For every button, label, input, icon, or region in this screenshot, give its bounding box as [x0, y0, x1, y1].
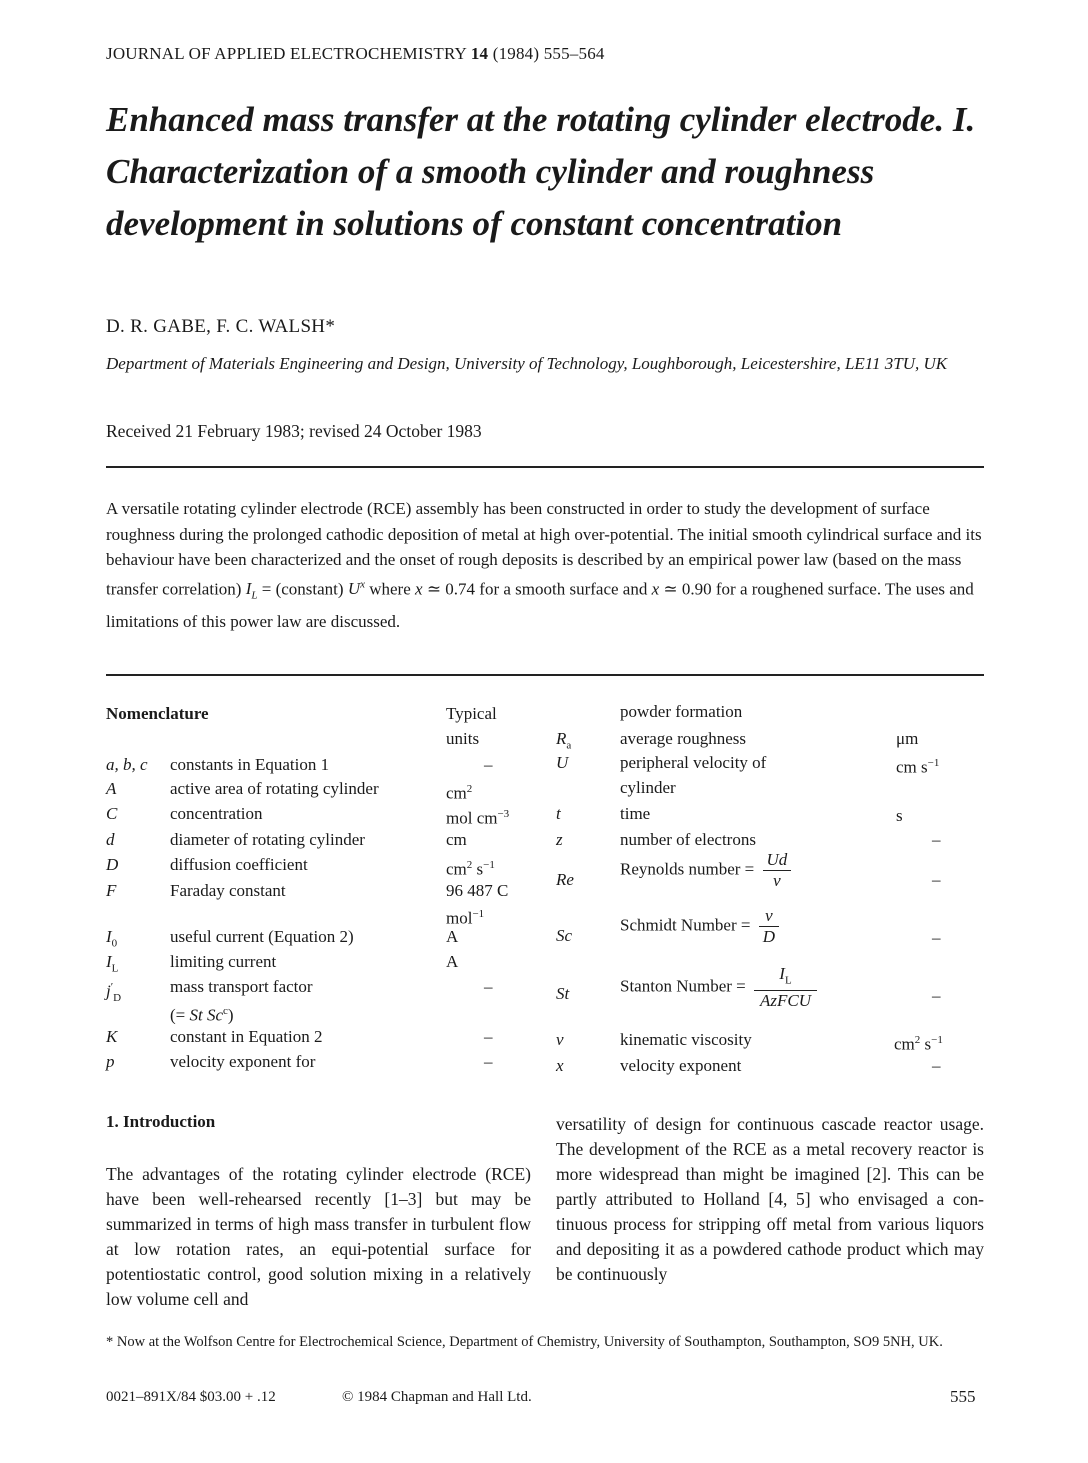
nom-unit: mol$^{-1}$: [446, 908, 485, 928]
nom-description: number of electrons: [620, 830, 756, 849]
nom-unit: mol $cm^{-3}$: [446, 808, 510, 828]
abstract-x-symbol: x: [415, 579, 423, 599]
abstract: [106, 496, 984, 635]
nom-unit: $cm^2$ $s^{-1}$: [446, 859, 495, 879]
units-heading: units: [446, 729, 480, 748]
nom-symbol: A: [106, 779, 117, 798]
top-divider: [106, 466, 984, 468]
nom-unit: –: [484, 977, 493, 996]
nom-symbol: U: [556, 753, 569, 772]
nom-symbol: $I_0$: [106, 927, 118, 950]
nom-unit: –: [932, 830, 941, 849]
abstract-text-3: where: [364, 579, 416, 599]
nom-description: powder formation: [620, 702, 743, 721]
nom-unit: $cm^2$: [446, 783, 473, 803]
footnote: * Now at the Wolfson Centre for Electrochemical Science, Department of Chemistry, University of Southampton, Southampton, SO9 5NH, UK.: [106, 1334, 943, 1350]
footer-code: 0021–891X/84 $03.00 + .12: [106, 1389, 276, 1405]
abstract-divider: [106, 674, 984, 676]
stanton-number: Stanton Number = $\frac{I_L}{\text{AzFCU}}$: [620, 964, 817, 1011]
nom-symbol: ν: [556, 1030, 564, 1049]
nom-description: constants in Equation 1: [170, 755, 330, 774]
nom-description: velocity exponent for: [170, 1052, 316, 1071]
authors: D. R. GABE, F. C. WALSH*: [106, 316, 336, 337]
nom-unit: $cm^2$ $s^{-1}$: [894, 1034, 943, 1054]
introduction-left-column: The advantages of the rotating cylinder electrode (RCE) have been well-rehearsed recently [1–3] but may be summarized in terms of high mass transfer in turbulent flow at low rotation rates, an equi-potential surface for potentiostatic control, good solution mixing in a relatively low volume cell and: [106, 1164, 531, 1309]
nom-symbol: $I_L$: [106, 952, 119, 975]
reynolds-number: Reynolds number = $\frac{Ud}{\nu}$: [620, 850, 791, 891]
journal-name: JOURNAL OF APPLIED ELECTROCHEMISTRY: [106, 44, 467, 63]
nom-description: useful current (Equation 2): [170, 927, 354, 946]
abstract-text-5: ≃ 0.90 for a roughened surface. The uses and limitations of this power law are discussed.: [106, 579, 974, 632]
nom-unit: –: [932, 986, 941, 1005]
stanton-fraction: $\frac{I_L}{\text{AzFCU}}$: [754, 964, 817, 1011]
reynolds-fraction: $\frac{Ud}{\nu}$: [763, 850, 792, 891]
nom-symbol: p: [106, 1052, 115, 1071]
abstract-text-2: = (constant): [257, 579, 348, 599]
nom-symbol: $R_a$: [556, 729, 572, 752]
nom-unit: A: [446, 952, 459, 971]
nom-description: diffusion coefficient: [170, 855, 308, 874]
nom-symbol: K: [106, 1027, 118, 1046]
nom-symbol: d: [106, 830, 115, 849]
nom-unit: –: [484, 755, 493, 774]
nom-description: kinematic viscosity: [620, 1030, 752, 1049]
journal-header: [106, 44, 605, 64]
schmidt-fraction: $\frac{\nu}{D}$: [759, 906, 779, 947]
footer-copyright: © 1984 Chapman and Hall Ltd.: [342, 1389, 532, 1405]
nom-description: diameter of rotating cylinder: [170, 830, 365, 849]
nom-description: mass transport factor: [170, 977, 313, 996]
nom-symbol: x: [556, 1056, 564, 1075]
nom-description: average roughness: [620, 729, 747, 748]
nom-unit: –: [932, 928, 941, 947]
nom-symbol: Re: [556, 870, 574, 889]
nom-symbol: C: [106, 804, 118, 823]
units-heading: Typical: [446, 704, 497, 723]
affiliation: Department of Materials Engineering and Design, University of Technology, Loughborough, Leicestershire, LE11 3TU, UK: [106, 354, 948, 373]
nom-description: constant in Equation 2: [170, 1027, 323, 1046]
nom-symbol: D: [106, 855, 119, 874]
article-title: Enhanced mass transfer at the rotating cylinder electrode. I. Characterization of a smooth cylinder and roughness development in solutions of constant concentration: [106, 100, 976, 243]
nom-description: time: [620, 804, 651, 823]
nomenclature-heading: Nomenclature: [106, 704, 209, 723]
nom-unit: –: [932, 870, 941, 889]
page-number: 555: [950, 1387, 976, 1406]
nom-symbol: Sc: [556, 926, 573, 945]
abstract-text-1: A versatile rotating cylinder electrode (RCE) assembly has been constructed in order to study the development of surface roughness during the prolonged cathodic deposition of metal at high over-potential. The initial smooth cylindrical surface and its behaviour have been characterized and the onset of rough deposits is described by an empirical power law (based on the mass transfer correlation): [106, 499, 982, 599]
nom-unit: –: [484, 1052, 493, 1071]
nom-unit: A: [446, 927, 459, 946]
journal-volume: 14: [470, 44, 489, 63]
nom-description: Faraday constant: [170, 881, 286, 900]
nom-symbol: St: [556, 984, 570, 1003]
nom-unit: cm: [446, 830, 467, 849]
nom-unit: 96 487 C: [446, 881, 509, 900]
nom-description: concentration: [170, 804, 263, 823]
abstract-u-symbol: $U^x$: [347, 578, 365, 599]
nom-unit: cm $s^{-1}$: [896, 757, 940, 777]
received-date: Received 21 February 1983; revised 24 October 1983: [106, 421, 482, 441]
nom-symbol: t: [556, 804, 561, 823]
abstract-text-4: ≃ 0.74 for a smooth surface and: [422, 579, 652, 599]
nom-symbol: $j'_D$: [106, 981, 122, 1005]
abstract-x-symbol: x: [651, 579, 660, 599]
nom-symbol: z: [556, 830, 563, 849]
section-heading-introduction: 1. Introduction: [106, 1112, 216, 1131]
nom-unit: s: [896, 806, 903, 825]
nom-description: (= St Sc$^c$): [170, 1005, 234, 1025]
nom-unit: –: [484, 1027, 493, 1046]
nom-symbol: F: [106, 881, 117, 900]
introduction-right-column: versatility of design for continuous cascade reactor usage. The development of the RCE as a metal recovery reactor is more widespread than might be imagined [2]. This can be partly attributed to Holland [4, 5] who envisaged a con-tinuous process for stripping off metal from various liquors and depositing it as a powdered cathode product which may be continuously: [556, 1114, 984, 1284]
nom-unit: –: [932, 1056, 941, 1075]
nom-description: peripheral velocity of: [620, 753, 767, 772]
journal-year-pages: (1984) 555–564: [492, 44, 605, 63]
nom-unit: μm: [896, 729, 919, 748]
schmidt-number: Schmidt Number = $\frac{\nu}{D}$: [620, 906, 779, 947]
nom-description: cylinder: [620, 778, 676, 797]
nom-description: limiting current: [170, 952, 277, 971]
nom-description: velocity exponent: [620, 1056, 742, 1075]
nom-description: active area of rotating cylinder: [170, 779, 379, 798]
nom-symbol: a, b, c: [106, 755, 148, 774]
abstract-il-symbol: $I_L$: [245, 579, 258, 602]
